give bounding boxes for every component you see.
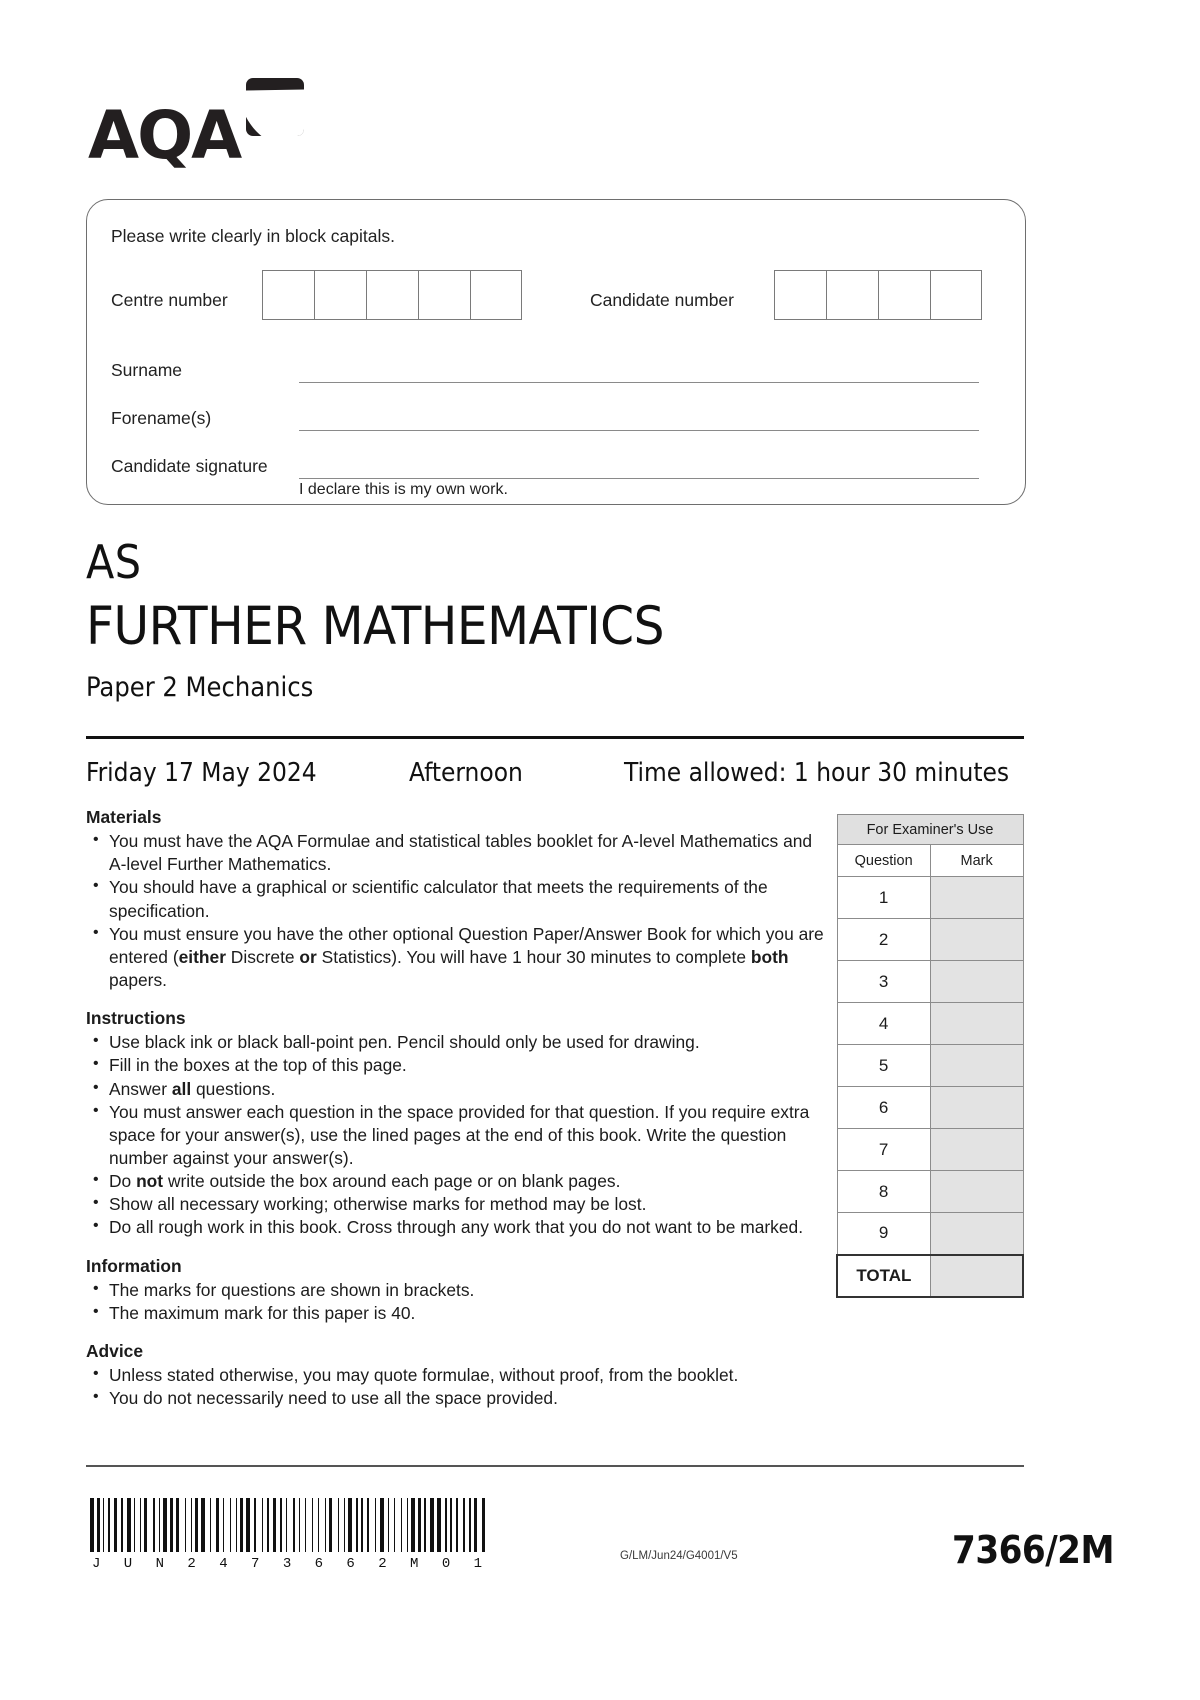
declaration-text: I declare this is my own work. bbox=[299, 481, 508, 498]
barcode-bar bbox=[201, 1498, 205, 1552]
barcode-bar bbox=[170, 1498, 173, 1552]
barcode-bar bbox=[388, 1498, 389, 1552]
total-label: TOTAL bbox=[837, 1255, 930, 1297]
barcode-bar bbox=[236, 1498, 237, 1552]
barcode-bar bbox=[153, 1498, 156, 1552]
barcode-bar bbox=[318, 1498, 319, 1552]
barcode-bar bbox=[121, 1498, 124, 1552]
barcode-bar bbox=[238, 1498, 239, 1552]
forenames-label: Forename(s) bbox=[111, 408, 212, 428]
table-row bbox=[837, 1003, 1023, 1045]
aqa-logo-text: AQA bbox=[88, 97, 241, 174]
footer-divider bbox=[86, 1465, 1024, 1467]
examiner-table-title: For Examiner's Use bbox=[837, 815, 1023, 845]
barcode-bar bbox=[353, 1498, 354, 1552]
barcode-bar bbox=[108, 1498, 111, 1552]
barcode-bar bbox=[299, 1498, 300, 1552]
column-header-mark: Mark bbox=[930, 845, 1023, 877]
list-item: • Fill in the boxes at the top of this page. bbox=[86, 1054, 826, 1077]
barcode-bar bbox=[344, 1498, 345, 1552]
barcode-bar bbox=[418, 1498, 421, 1552]
barcode-bar bbox=[257, 1498, 261, 1552]
list-item: • The maximum mark for this paper is 40. bbox=[86, 1302, 826, 1325]
list-item: • Answer all questions. bbox=[86, 1078, 826, 1101]
barcode-bar bbox=[140, 1498, 141, 1552]
barcode-bar bbox=[161, 1498, 162, 1552]
barcode-bar bbox=[469, 1498, 470, 1552]
barcode-bar bbox=[401, 1498, 402, 1552]
section-heading-materials: Materials bbox=[86, 807, 162, 827]
barcode-bar bbox=[377, 1498, 380, 1552]
table-row-header bbox=[837, 815, 1023, 845]
barcode-bar bbox=[264, 1498, 265, 1552]
barcode-bar bbox=[437, 1498, 441, 1552]
forenames-input[interactable] bbox=[299, 430, 979, 431]
barcode-bar bbox=[340, 1498, 343, 1552]
instructions-list bbox=[86, 1031, 826, 1239]
examiner-use-table bbox=[836, 814, 1024, 1298]
barcode-bar bbox=[466, 1498, 469, 1552]
barcode-bar bbox=[390, 1498, 393, 1552]
barcode-bar bbox=[430, 1498, 434, 1552]
barcode-bar bbox=[327, 1498, 328, 1552]
barcode-bar bbox=[394, 1498, 395, 1552]
barcode-bar bbox=[286, 1498, 287, 1552]
barcode-bar bbox=[348, 1498, 352, 1552]
table-row-total bbox=[837, 1255, 1023, 1297]
list-item: • Use black ink or black ball-point pen. Pencil should only be used for drawing. bbox=[86, 1031, 826, 1054]
centre-number-cell[interactable] bbox=[418, 270, 470, 320]
centre-number-cell[interactable] bbox=[470, 270, 522, 320]
barcode-bar bbox=[375, 1498, 376, 1552]
barcode-bar bbox=[367, 1498, 368, 1552]
table-row bbox=[837, 1045, 1023, 1087]
section-heading-information: Information bbox=[86, 1255, 182, 1276]
aqa-leaf-icon bbox=[246, 78, 304, 136]
barcode-bar bbox=[103, 1498, 104, 1552]
barcode-bar bbox=[307, 1498, 311, 1552]
total-mark-cell[interactable] bbox=[930, 1255, 1023, 1297]
barcode-bar bbox=[132, 1498, 133, 1552]
barcode-bar bbox=[478, 1498, 482, 1552]
barcode-bar bbox=[361, 1498, 362, 1552]
examiner-table-body bbox=[837, 815, 1023, 1297]
barcode-bar bbox=[396, 1498, 400, 1552]
barcode-bar bbox=[329, 1498, 332, 1552]
barcode-bar bbox=[225, 1498, 229, 1552]
barcode-bar bbox=[364, 1498, 367, 1552]
barcode-bar bbox=[359, 1498, 360, 1552]
barcode-bar bbox=[240, 1498, 243, 1552]
title-divider bbox=[86, 736, 1024, 739]
mark-entry-cell[interactable] bbox=[930, 877, 1023, 919]
barcode-bar bbox=[95, 1498, 96, 1552]
candidate-number-cell[interactable] bbox=[826, 270, 878, 320]
barcode-bar bbox=[296, 1498, 297, 1552]
table-row bbox=[837, 961, 1023, 1003]
candidate-signature-input[interactable] bbox=[299, 478, 979, 479]
centre-number-cell[interactable] bbox=[366, 270, 418, 320]
barcode-bar bbox=[277, 1498, 278, 1552]
barcode-bar bbox=[482, 1498, 485, 1552]
subject-title: FURTHER MATHEMATICS bbox=[86, 596, 664, 657]
mark-entry-cell[interactable] bbox=[930, 1045, 1023, 1087]
barcode-bar bbox=[193, 1498, 194, 1552]
question-number: 1 bbox=[837, 877, 930, 919]
advice-list bbox=[86, 1364, 826, 1410]
barcode-bar bbox=[472, 1498, 473, 1552]
barcode-bar bbox=[370, 1498, 374, 1552]
question-number: 8 bbox=[837, 1171, 930, 1213]
mark-entry-cell[interactable] bbox=[930, 961, 1023, 1003]
barcode-bar bbox=[280, 1498, 283, 1552]
list-item: • You must have the AQA Formulae and statistical tables booklet for A-level Mathematics and A-level Further Mathematics. bbox=[86, 830, 826, 876]
barcode-bar bbox=[105, 1498, 106, 1552]
barcode-bar bbox=[97, 1498, 100, 1552]
list-item: • You do not necessarily need to use all the space provided. bbox=[86, 1387, 826, 1410]
candidate-details-box bbox=[86, 199, 1026, 505]
barcode-bar bbox=[320, 1498, 324, 1552]
barcode-bar bbox=[168, 1498, 169, 1552]
barcode-bar bbox=[463, 1498, 464, 1552]
barcode-bar bbox=[148, 1498, 152, 1552]
list-item: • You should have a graphical or scientific calculator that meets the requirements of the specification. bbox=[86, 876, 826, 922]
candidate-number-input[interactable] bbox=[774, 270, 982, 320]
barcode-bar bbox=[442, 1498, 443, 1552]
barcode-bar bbox=[176, 1498, 179, 1552]
barcode-bar bbox=[159, 1498, 160, 1552]
barcode-bar bbox=[180, 1498, 184, 1552]
list-item: • Unless stated otherwise, you may quote formulae, without proof, from the booklet. bbox=[86, 1364, 826, 1387]
barcode-bar bbox=[230, 1498, 231, 1552]
table-row bbox=[837, 877, 1023, 919]
section-heading-instructions: Instructions bbox=[86, 1008, 186, 1029]
barcode-bar bbox=[283, 1498, 284, 1552]
barcode-bar bbox=[195, 1498, 198, 1552]
section-heading-advice: Advice bbox=[86, 1340, 144, 1361]
barcode-bar bbox=[246, 1498, 250, 1552]
barcode-bar bbox=[346, 1498, 347, 1552]
barcode-bar bbox=[212, 1498, 215, 1552]
barcode-bar bbox=[142, 1498, 143, 1552]
candidate-signature-label: Candidate signature bbox=[111, 456, 268, 476]
barcode-bar bbox=[325, 1498, 326, 1552]
surname-label: Surname bbox=[111, 360, 183, 380]
barcode-bar bbox=[199, 1498, 200, 1552]
question-number: 6 bbox=[837, 1087, 930, 1129]
paper-title: Paper 2 Mechanics bbox=[86, 672, 314, 703]
block-capitals-instruction: Please write clearly in block capitals. bbox=[111, 226, 396, 246]
question-number: 5 bbox=[837, 1045, 930, 1087]
list-item: • Do not write outside the box around each page or on blank pages. bbox=[86, 1170, 826, 1193]
barcode-bar bbox=[273, 1498, 277, 1552]
barcode-bar bbox=[90, 1498, 94, 1552]
barcode-image bbox=[90, 1498, 486, 1552]
barcode-bar bbox=[416, 1498, 417, 1552]
barcode-bar bbox=[114, 1498, 118, 1552]
barcode-bar bbox=[312, 1498, 313, 1552]
barcode-bar bbox=[216, 1498, 220, 1552]
barcode-bar bbox=[118, 1498, 119, 1552]
barcode-text: J U N 2 4 7 3 6 6 2 M 0 1 bbox=[92, 1556, 490, 1572]
exam-date: Friday 17 May 2024 bbox=[86, 758, 317, 788]
barcode-bar bbox=[244, 1498, 245, 1552]
table-row bbox=[837, 1171, 1023, 1213]
exam-time-allowed: Time allowed: 1 hour 30 minutes bbox=[624, 758, 1010, 788]
barcode-bar bbox=[422, 1498, 423, 1552]
table-row bbox=[837, 919, 1023, 961]
list-item: • Do all rough work in this book. Cross through any work that you do not want to be marked. bbox=[86, 1216, 826, 1239]
candidate-number-label: Candidate number bbox=[590, 290, 734, 310]
exam-session: Afternoon bbox=[409, 758, 523, 788]
table-row bbox=[837, 1087, 1023, 1129]
question-number: 4 bbox=[837, 1003, 930, 1045]
barcode-bar bbox=[424, 1498, 425, 1552]
barcode-bar bbox=[411, 1498, 415, 1552]
barcode-bar bbox=[288, 1498, 292, 1552]
barcode-bar bbox=[453, 1498, 456, 1552]
barcode-bar bbox=[223, 1498, 224, 1552]
mark-entry-cell[interactable] bbox=[930, 1003, 1023, 1045]
barcode-bar bbox=[270, 1498, 271, 1552]
cover-instructions bbox=[86, 806, 826, 1410]
mark-entry-cell[interactable] bbox=[930, 1087, 1023, 1129]
barcode-bar bbox=[185, 1498, 186, 1552]
barcode-bar bbox=[435, 1498, 436, 1552]
barcode-bar bbox=[301, 1498, 304, 1552]
barcode-bar bbox=[267, 1498, 270, 1552]
candidate-number-cell[interactable] bbox=[774, 270, 826, 320]
mark-entry-cell[interactable] bbox=[930, 919, 1023, 961]
paper-code: 7366/2M bbox=[952, 1528, 1114, 1572]
table-row bbox=[837, 1213, 1023, 1255]
barcode-bar bbox=[338, 1498, 339, 1552]
aqa-logo bbox=[88, 78, 304, 174]
barcode-bar bbox=[333, 1498, 337, 1552]
barcode-bar bbox=[187, 1498, 190, 1552]
candidate-number-cell[interactable] bbox=[878, 270, 930, 320]
barcode-bar bbox=[305, 1498, 306, 1552]
barcode-bar bbox=[427, 1498, 430, 1552]
barcode-bar bbox=[474, 1498, 477, 1552]
barcode-bar bbox=[385, 1498, 386, 1552]
barcode-bar bbox=[409, 1498, 410, 1552]
barcode-bar bbox=[191, 1498, 192, 1552]
barcode-bar bbox=[403, 1498, 406, 1552]
document-reference: G/LM/Jun24/G4001/V5 bbox=[620, 1550, 738, 1562]
barcode-bar bbox=[356, 1498, 359, 1552]
column-header-question: Question bbox=[837, 845, 930, 877]
information-list bbox=[86, 1279, 826, 1325]
barcode-bar bbox=[163, 1498, 167, 1552]
barcode-bar bbox=[254, 1498, 257, 1552]
question-number: 7 bbox=[837, 1129, 930, 1171]
barcode-bar bbox=[220, 1498, 221, 1552]
materials-list bbox=[86, 830, 826, 992]
surname-input[interactable] bbox=[299, 382, 979, 383]
mark-entry-cell[interactable] bbox=[930, 1213, 1023, 1255]
barcode-bar bbox=[136, 1498, 139, 1552]
barcode-bar bbox=[134, 1498, 135, 1552]
barcode-bar bbox=[380, 1498, 384, 1552]
barcode-bar bbox=[127, 1498, 131, 1552]
barcode-bar bbox=[174, 1498, 175, 1552]
list-item: • You must answer each question in the space provided for that question. If you require extra space for your answer(s), use the lined pages at the end of this book. Write the question number against your answer(s). bbox=[86, 1101, 826, 1170]
list-item: • You must ensure you have the other optional Question Paper/Answer Book for which you are entered (either Discrete or Statistics). You will have 1 hour 30 minutes to complete both papers. bbox=[86, 923, 826, 992]
barcode-bar bbox=[206, 1498, 209, 1552]
list-item: • Show all necessary working; otherwise marks for method may be lost. bbox=[86, 1193, 826, 1216]
centre-number-cell[interactable] bbox=[314, 270, 366, 320]
barcode-bar bbox=[144, 1498, 147, 1552]
centre-number-input[interactable] bbox=[262, 270, 522, 320]
candidate-number-cell[interactable] bbox=[930, 270, 982, 320]
barcode-bar bbox=[293, 1498, 296, 1552]
question-number: 3 bbox=[837, 961, 930, 1003]
barcode-bar bbox=[262, 1498, 263, 1552]
barcode-bar bbox=[156, 1498, 157, 1552]
centre-number-label: Centre number bbox=[111, 290, 228, 310]
barcode-bar bbox=[445, 1498, 448, 1552]
barcode-bar bbox=[407, 1498, 408, 1552]
centre-number-cell[interactable] bbox=[262, 270, 314, 320]
barcode-bar bbox=[314, 1498, 317, 1552]
barcode-bar bbox=[111, 1498, 112, 1552]
barcode-bar bbox=[448, 1498, 449, 1552]
barcode-bar bbox=[210, 1498, 211, 1552]
mark-entry-cell[interactable] bbox=[930, 1171, 1023, 1213]
question-number: 2 bbox=[837, 919, 930, 961]
barcode-bar bbox=[251, 1498, 252, 1552]
table-row-subheader bbox=[837, 845, 1023, 877]
barcode-bar bbox=[124, 1498, 125, 1552]
barcode-bar bbox=[101, 1498, 102, 1552]
table-row bbox=[837, 1129, 1023, 1171]
qualification-level: AS bbox=[86, 535, 142, 589]
list-item: • The marks for questions are shown in brackets. bbox=[86, 1279, 826, 1302]
barcode-bar bbox=[459, 1498, 463, 1552]
barcode-bar bbox=[450, 1498, 451, 1552]
barcode-bar bbox=[456, 1498, 457, 1552]
question-number: 9 bbox=[837, 1213, 930, 1255]
barcode-bar bbox=[232, 1498, 235, 1552]
mark-entry-cell[interactable] bbox=[930, 1129, 1023, 1171]
